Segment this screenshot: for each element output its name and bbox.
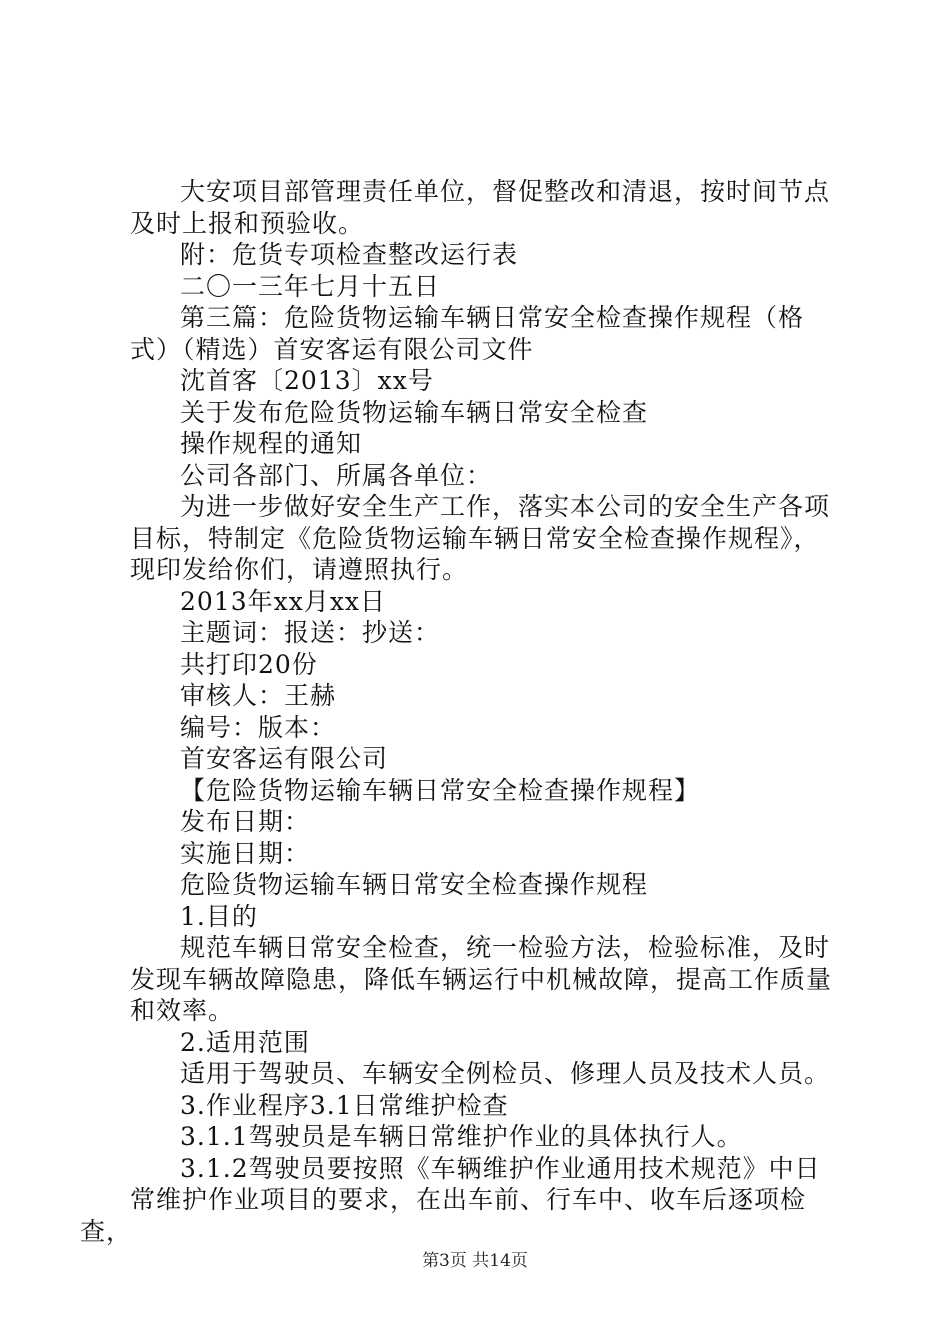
- paragraph-line: 1.目的: [180, 901, 258, 931]
- paragraph-line: 3.作业程序3.1日常维护检查: [180, 1090, 509, 1120]
- paragraph-line: 第三篇：危险货物运输车辆日常安全检查操作规程（格: [180, 303, 805, 332]
- paragraph: [80, 1153, 835, 1248]
- paragraph: [130, 775, 835, 807]
- paragraph-line: 公司各部门、所属各单位：: [180, 460, 493, 490]
- paragraph: [130, 302, 835, 365]
- paragraph: [130, 491, 835, 586]
- paragraph-line: 操作规程的通知: [180, 429, 363, 458]
- paragraph-line: 共打印20份: [180, 649, 318, 679]
- paragraph: [130, 680, 835, 712]
- paragraph: [130, 1121, 835, 1153]
- paragraph: [130, 712, 835, 744]
- paragraph: [130, 869, 835, 901]
- paragraph: [130, 365, 835, 397]
- paragraph: [130, 838, 835, 870]
- paragraph-line: 审核人：王赫: [180, 681, 337, 710]
- paragraph: [130, 1027, 835, 1059]
- paragraph-line: 发布日期：: [180, 807, 311, 836]
- paragraph: [130, 1058, 835, 1090]
- paragraph: [130, 239, 835, 271]
- paragraph-line: 编号：版本：: [180, 712, 337, 742]
- paragraph-line: 为进一步做好安全生产工作，落实本公司的安全生产各项: [180, 492, 831, 521]
- paragraph-line: 适用于驾驶员、车辆安全例检员、修理人员及技术人员。: [180, 1059, 831, 1088]
- paragraph: [130, 176, 835, 239]
- paragraph-line: 式）（精选）首安客运有限公司文件: [130, 334, 534, 364]
- paragraph-line: 主题词：报送：抄送：: [180, 618, 441, 647]
- paragraph-line: 现印发给你们，请遵照执行。: [130, 555, 469, 584]
- paragraph-line: 首安客运有限公司: [180, 744, 389, 773]
- paragraph-line: 目标，特制定《危险货物运输车辆日常安全检查操作规程》，: [130, 523, 820, 553]
- paragraph: [130, 649, 835, 681]
- paragraph-line: 沈首客〔2013〕xx号: [180, 366, 434, 395]
- paragraph-line: 2.适用范围: [180, 1027, 310, 1057]
- paragraph-line: 2013年xx月xx日: [180, 586, 387, 616]
- paragraph-line: 附：危货专项检查整改运行表: [180, 240, 519, 269]
- paragraph: [130, 271, 835, 303]
- paragraph: [130, 428, 835, 460]
- paragraph-line: 规范车辆日常安全检查，统一检验方法，检验标准，及时: [180, 933, 831, 962]
- paragraph-line: 二〇一三年七月十五日: [180, 271, 441, 301]
- paragraph: [130, 806, 835, 838]
- paragraph-line: 关于发布危险货物运输车辆日常安全检查: [180, 397, 649, 427]
- page-footer: 第3页 共14页: [422, 1251, 528, 1271]
- paragraph-line: 实施日期：: [180, 838, 311, 868]
- paragraph-line: 3.1.2驾驶员要按照《车辆维护作业通用技术规范》中日: [180, 1153, 821, 1183]
- paragraph-line: 和效率。: [130, 996, 235, 1025]
- paragraph: [130, 932, 835, 1027]
- paragraph: [130, 743, 835, 775]
- paragraph-line: 发现车辆故障隐患，降低车辆运行中机械故障，提高工作质量: [130, 964, 833, 994]
- paragraph-line: 危险货物运输车辆日常安全检查操作规程: [180, 870, 649, 899]
- paragraph-line: 3.1.1驾驶员是车辆日常维护作业的具体执行人。: [180, 1122, 743, 1151]
- paragraph-line: 大安项目部管理责任单位，督促整改和清退，按时间节点: [180, 177, 831, 206]
- paragraph-line: 及时上报和预验收。: [130, 208, 365, 238]
- paragraph: [130, 901, 835, 933]
- paragraph-line: 【危险货物运输车辆日常安全检查操作规程】: [180, 775, 701, 805]
- paragraph: [130, 1090, 835, 1122]
- paragraph: [130, 397, 835, 429]
- paragraph: [130, 617, 835, 649]
- paragraph: [130, 586, 835, 618]
- paragraph-line: 常维护作业项目的要求，在出车前、行车中、收车后逐项检查，: [80, 1185, 807, 1246]
- document-body: [80, 176, 835, 1247]
- paragraph: [130, 460, 835, 492]
